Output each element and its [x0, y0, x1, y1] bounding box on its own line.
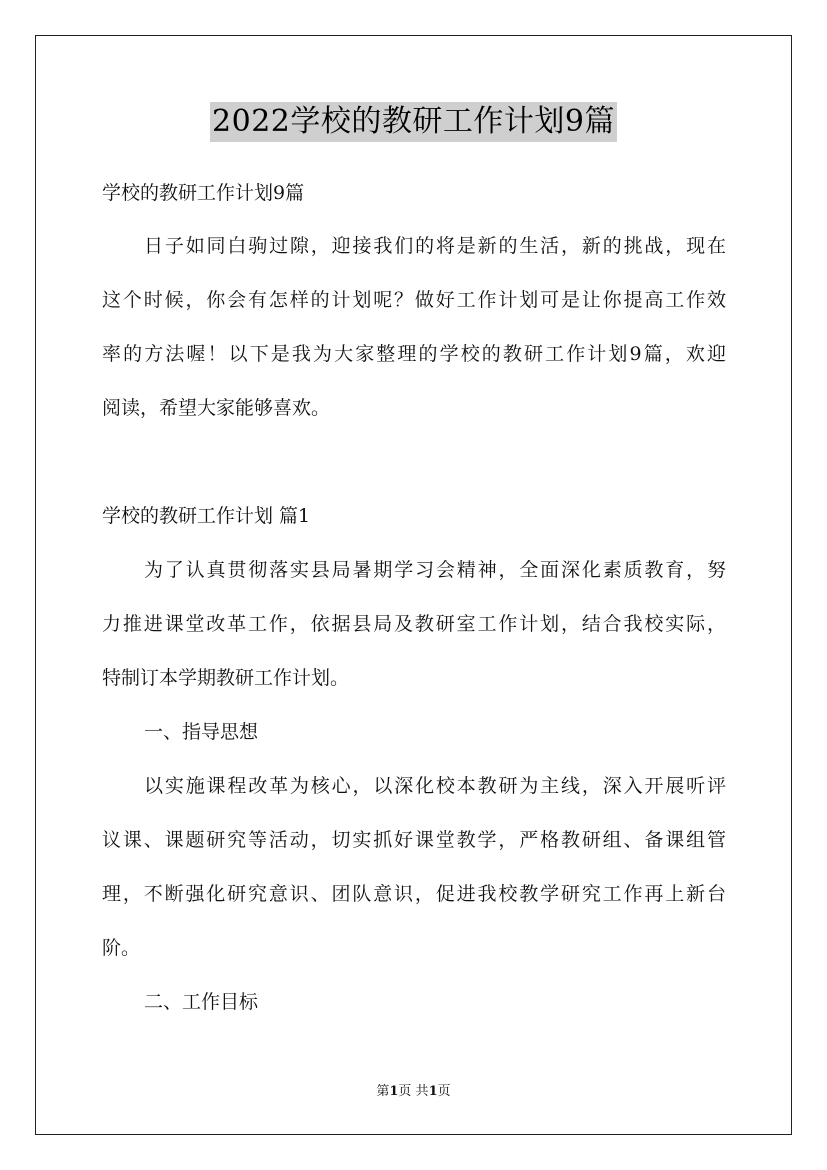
document-subtitle: 学校的教研工作计划9篇	[102, 182, 305, 204]
paragraph-line: 特制订本学期教研工作计划。	[102, 667, 350, 689]
footer-prefix: 第	[376, 1084, 390, 1099]
document-title: 2022学校的教研工作计划9篇	[210, 102, 617, 142]
paragraph-line: 阅读，希望大家能够喜欢。	[102, 397, 331, 419]
paragraph-line: 力推进课堂改革工作，依据县局及教研室工作计划，结合我校实际，	[102, 613, 726, 635]
section-heading: 学校的教研工作计划 篇1	[102, 505, 311, 527]
title-container	[0, 102, 827, 142]
footer-suffix: 页	[437, 1084, 451, 1099]
subsection-heading: 一、指导思想	[144, 721, 259, 743]
paragraph-line: 率的方法喔！以下是我为大家整理的学校的教研工作计划9篇，欢迎	[102, 343, 726, 365]
subsection-heading: 二、工作目标	[144, 991, 259, 1013]
footer-page-number: 1	[389, 1084, 399, 1099]
paragraph-line: 以实施课程改革为核心，以深化校本教研为主线，深入开展听评	[144, 775, 726, 797]
paragraph-line: 理，不断强化研究意识、团队意识，促进我校教学研究工作再上新台	[102, 883, 726, 905]
paragraph-line: 议课、课题研究等活动，切实抓好课堂教学，严格教研组、备课组管	[102, 829, 726, 851]
paragraph-line: 这个时候，你会有怎样的计划呢？做好工作计划可是让你提高工作效	[102, 289, 726, 311]
paragraph-line: 阶。	[102, 937, 141, 959]
paragraph-line: 为了认真贯彻落实县局暑期学习会精神，全面深化素质教育，努	[144, 559, 726, 581]
footer-mid: 页 共	[398, 1084, 429, 1099]
footer-total-pages: 1	[428, 1084, 438, 1099]
paragraph-line: 日子如同白驹过隙，迎接我们的将是新的生活，新的挑战，现在	[144, 235, 726, 257]
page-footer	[0, 1084, 827, 1100]
